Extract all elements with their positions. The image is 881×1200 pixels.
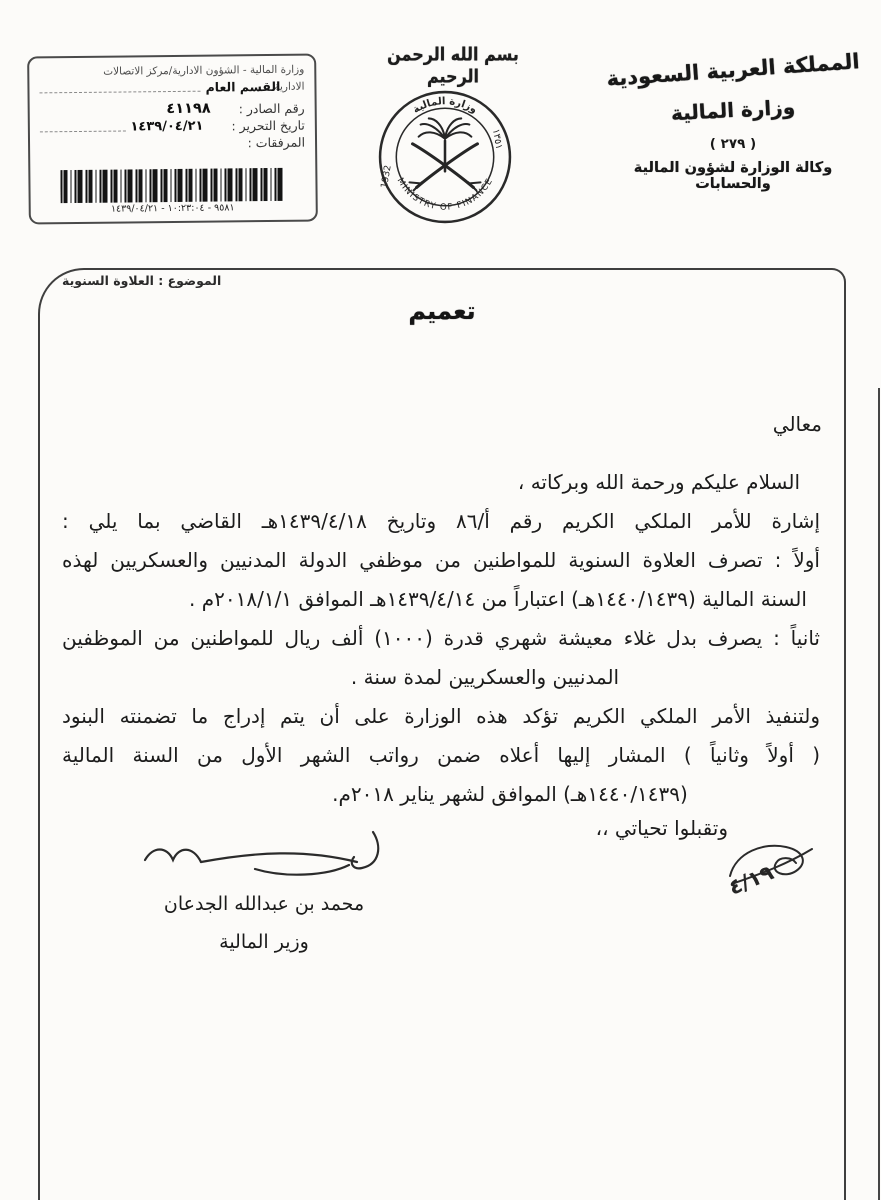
seal-year-gregorian: 1932 (379, 164, 394, 190)
ministry-seal-icon (376, 88, 514, 226)
stamp-dept-line2: الادارية (274, 80, 305, 93)
body-second-line1: ثانياً : يصرف بدل غلاء معيشة شهري قدرة (١٠٠٠) ألف ريال للمواطنين من الموظفين (62, 626, 821, 650)
letterhead (599, 49, 867, 192)
body-first-line2: السنة المالية (١٤٤٠/١٤٣٩هـ) اعتباراً من ١٤٣٩/٤/١٤هـ الموافق ٢٠١٨/١/١م . (189, 587, 807, 611)
stamp-section: القسم العام (205, 78, 281, 95)
body-third-line2: ( أولاً وثانياً ) المشار إليها أعلاه ضمن رواتب الشهر الأول من السنة المالية (62, 743, 820, 767)
body-first-line1: أولاً : تصرف العلاوة السنوية للمواطنين من موظفي الدولة المدنيين والعسكريين لهذه (62, 548, 820, 572)
closing-line: وتقبلوا تحياتي ،، (595, 816, 728, 840)
bismillah-calligraphy: بسم الله الرحمن الرحيم (387, 43, 519, 87)
signature-name: محمد بن عبدالله الجدعان (163, 893, 365, 915)
dashed-line (40, 91, 201, 94)
seal-year-hijri: ١٣٥١ (489, 127, 505, 151)
stamp-dept-line: وزارة المالية - الشؤون الادارية/مركز الاتصالات (103, 63, 305, 78)
barcode-text: ٩٥٨١ - ١٠:٢٣:٠٤ - ١٤٣٩/٠٤/٢١ (110, 202, 235, 215)
scan-edge-artifact (878, 388, 880, 1200)
signature-title: وزير المالية (219, 931, 309, 953)
body-intro: إشارة للأمر الملكي الكريم رقم أ/٨٦ وتاريخ ١٤٣٩/٤/١٨هـ القاضي بما يلي : (62, 509, 820, 533)
subject-line: الموضوع : العلاوة السنوية (62, 273, 222, 288)
body-third-line1: ولتنفيذ الأمر الملكي الكريم تؤكد هذه الوزارة على أن يتم إدراج ما تضمنته البنود (62, 704, 820, 728)
body-second-line2: المدنيين والعسكريين لمدة سنة . (350, 665, 620, 689)
salutation: معالي (772, 412, 822, 436)
letterhead-number: ( ٢٧٩ ) (709, 136, 757, 152)
kingdom-title: المملكة العربية السعودية (605, 49, 861, 91)
date-label: تاريخ التحرير : (231, 117, 305, 134)
letter-frame (38, 268, 846, 1200)
barcode (60, 168, 284, 203)
circular-title: تعميم (408, 297, 476, 325)
dashed-line (40, 130, 126, 132)
agency-title: وكالة الوزارة لشؤون المالية والحسابات (633, 160, 833, 192)
minister-signature (105, 822, 405, 896)
svg-text:وزارة المالية (411, 96, 479, 116)
greeting: السلام عليكم ورحمة الله وبركاته ، (517, 470, 800, 494)
body-third-line3: (١٤٤٠/١٤٣٩هـ) الموافق لشهر يناير ٢٠١٨م. (332, 782, 688, 806)
registry-stamp-box (27, 53, 318, 224)
ministry-title: وزارة المالية (670, 94, 796, 126)
attachments-label: المرفقات : (247, 134, 306, 151)
date-value: ١٤٣٩/٠٤/٢١ (130, 118, 204, 135)
handwritten-date: ٤/١٩ (725, 860, 777, 900)
palm-and-swords-emblem (409, 118, 480, 190)
seal-arabic-text: وزارة المالية (411, 96, 479, 116)
serial-label: رقم الصادر : (238, 100, 305, 117)
seal-english-text: MINISTRY OF FINANCE (394, 176, 496, 213)
serial-value: ٤١١٩٨ (166, 100, 211, 118)
ministry-seal (376, 88, 514, 230)
signature-icon (105, 822, 405, 892)
